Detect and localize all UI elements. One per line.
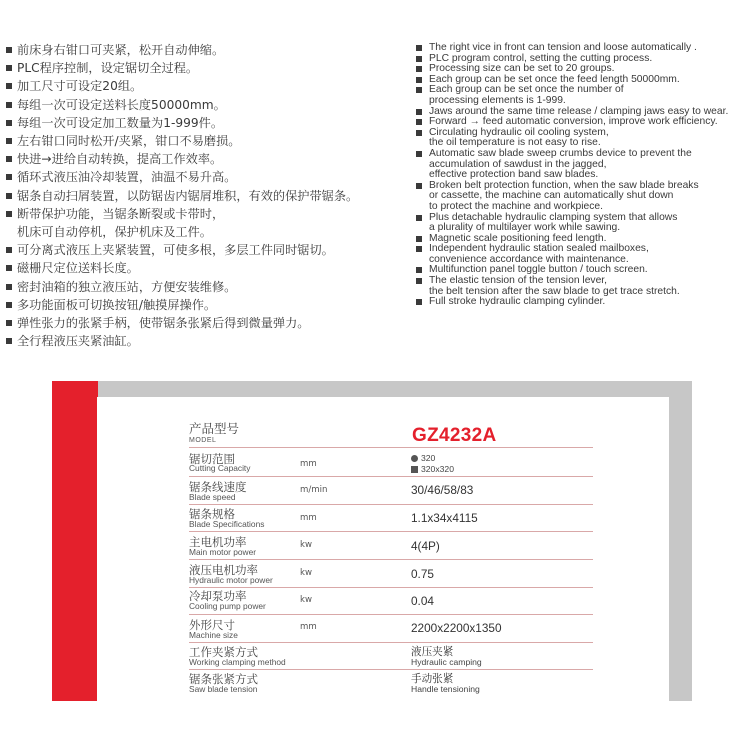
bullet-square-icon — [416, 109, 422, 115]
feature-en-line: Processing size can be set to 20 groups. — [429, 63, 615, 75]
spec-label-cn: 冷却泵功率 — [189, 589, 247, 603]
spec-row-clamping — [189, 643, 593, 670]
feature-cn-item — [6, 114, 406, 132]
feature-en-line: to protect the machine and workpiece. — [429, 200, 604, 212]
feature-cn-item — [6, 278, 406, 296]
spec-unit: kw — [300, 540, 313, 550]
bullet-square-icon — [416, 236, 422, 242]
feature-cn-text: 断带保护功能，当锯条断裂或卡带时， — [17, 206, 225, 221]
spec-label-en: Cooling pump power — [189, 601, 266, 611]
cutting-round-line — [411, 453, 435, 463]
feature-cn-text: 快进→进给自动转换，提高工作效率。 — [17, 152, 223, 167]
spec-row-tension — [189, 670, 593, 697]
spec-value-en: Handle tensioning — [411, 684, 480, 694]
round-bar-icon — [411, 455, 418, 462]
feature-cn-text: 循环式液压油冷却装置，油温不易升高。 — [17, 170, 237, 185]
spec-label-en: Machine size — [189, 630, 238, 640]
bullet-square-icon — [6, 47, 12, 53]
feature-en-line: or cassette, the machine can automatically shut down — [429, 190, 674, 202]
cutting-square-value: 320x320 — [421, 464, 454, 474]
spec-label-en: MODEL — [189, 437, 217, 444]
spec-unit: mm — [300, 513, 317, 523]
bullet-square-icon — [416, 267, 422, 273]
spec-label-en: Cutting Capacity — [189, 463, 251, 473]
feature-cn-item — [6, 150, 406, 168]
feature-cn-text: 弹性张力的张紧手柄，使带锯条张紧后得到微量弹力。 — [17, 316, 310, 331]
spec-label-en: Hydraulic motor power — [189, 575, 273, 585]
feature-en-line: The elastic tension of the tension lever, — [429, 275, 608, 287]
feature-cn-item — [6, 96, 406, 114]
feature-en-line: the belt tension after the saw blade to get trace stretch. — [429, 285, 680, 297]
spec-label-cn: 锯条规格 — [189, 507, 235, 521]
feature-cn-item — [6, 241, 406, 259]
spec-label-en: Blade speed — [189, 492, 236, 502]
feature-en-line: processing elements is 1-999. — [429, 94, 566, 106]
bullet-square-icon — [6, 174, 12, 180]
feature-cn-item — [6, 77, 406, 95]
model-value: GZ4232A — [412, 425, 497, 446]
spec-value-cn: 液压夹紧 — [411, 646, 454, 658]
feature-en-line: Magnetic scale positioning feed length. — [429, 232, 607, 244]
feature-en-item — [416, 276, 746, 297]
feature-en-line: Plus detachable hydraulic clamping system that allows — [429, 211, 678, 223]
feature-cn-text: 左右钳口同时松开/夹紧，钳口不易磨损。 — [17, 134, 241, 149]
feature-en-item — [416, 43, 746, 54]
spec-value-cn: 手动张紧 — [411, 673, 454, 685]
spec-row-cooling-pump — [189, 588, 593, 615]
feature-en-line: accumulation of sawdust in the jagged, — [429, 158, 607, 170]
spec-label-cn: 主电机功率 — [189, 535, 247, 549]
bullet-square-icon — [6, 65, 12, 71]
feature-cn-text: 前床身右钳口可夹紧，松开自动伸缩。 — [17, 43, 225, 57]
spec-value: 4(4P) — [411, 539, 440, 553]
feature-en-line: Each group can be set once the number of — [429, 84, 624, 96]
spec-unit: m/min — [300, 485, 328, 495]
bullet-square-icon — [6, 120, 12, 126]
feature-cn-text: 密封油箱的独立液压站，方便安装维修。 — [17, 279, 237, 294]
feature-en-item — [416, 181, 746, 213]
feature-en-line: Circulating hydraulic oil cooling system, — [429, 126, 609, 138]
feature-en-item — [416, 85, 746, 106]
feature-cn-item — [6, 187, 406, 205]
bullet-square-icon — [6, 211, 12, 217]
bullet-square-icon — [6, 156, 12, 162]
spec-label-cn: 产品型号 — [189, 421, 240, 436]
feature-cn-text-continued: 机床可自动停机，保护机床及工件。 — [17, 225, 212, 240]
spec-row-blade-spec — [189, 505, 593, 532]
feature-cn-item — [6, 296, 406, 314]
bullet-square-icon — [416, 215, 422, 221]
spec-label-en: Saw blade tension — [189, 684, 258, 694]
spec-value: 30/46/58/83 — [411, 483, 474, 497]
spec-value-en: Hydraulic camping — [411, 657, 482, 667]
feature-en-item — [416, 128, 746, 149]
feature-cn-text: 每组一次可设定送料长度50000mm。 — [17, 97, 226, 112]
spec-row-machine-size — [189, 616, 593, 643]
spec-unit: mm — [300, 459, 317, 469]
feature-en-line: Broken belt protection function, when the saw blade breaks — [429, 179, 699, 191]
feature-en-item — [416, 213, 746, 234]
feature-cn-text: 磁栅尺定位送料长度。 — [17, 261, 139, 276]
feature-en-line: Each group can be set once the feed length 50000mm. — [429, 73, 680, 85]
spec-label-en: Main motor power — [189, 547, 257, 557]
feature-en-line: effective protection band saw blades. — [429, 169, 599, 181]
spec-label-en: Blade Specifications — [189, 519, 265, 529]
bullet-square-icon — [416, 130, 422, 136]
bullet-square-icon — [416, 246, 422, 252]
spec-label-cn: 液压电机功率 — [189, 563, 258, 577]
feature-cn-item — [6, 259, 406, 277]
feature-cn-text: 每组一次可设定加工数量为1-999件。 — [17, 115, 224, 130]
cutting-round-value: 320 — [421, 453, 436, 463]
feature-en-line: Multifunction panel toggle button / touch screen. — [429, 264, 648, 276]
feature-en-item — [416, 149, 746, 181]
bullet-square-icon — [6, 102, 12, 108]
feature-en-line: a plurality of multilayer work while sawing. — [429, 222, 621, 234]
bullet-square-icon — [6, 265, 12, 271]
spec-panel-red-bar — [52, 381, 98, 701]
bullet-square-icon — [416, 278, 422, 284]
bullet-square-icon — [6, 138, 12, 144]
spec-unit: kw — [300, 568, 313, 578]
spec-row-model — [189, 418, 593, 448]
feature-list-en — [416, 43, 746, 308]
feature-cn-text: 可分离式液压上夹紧装置，可使多根，多层工件同时锯切。 — [17, 243, 334, 258]
bullet-square-icon — [416, 119, 422, 125]
spec-label-cn: 锯条线速度 — [189, 480, 247, 494]
feature-cn-item — [6, 332, 406, 350]
bullet-square-icon — [6, 83, 12, 89]
feature-en-line: The right vice in front can tension and loose automatically . — [429, 42, 697, 53]
bullet-square-icon — [416, 183, 422, 189]
feature-cn-text: PLC程序控制，设定锯切全过程。 — [17, 61, 199, 76]
bullet-square-icon — [6, 284, 12, 290]
bullet-square-icon — [6, 302, 12, 308]
spec-label-cn: 锯条张紧方式 — [189, 672, 258, 686]
feature-cn-item — [6, 205, 406, 241]
bullet-square-icon — [416, 87, 422, 93]
bullet-square-icon — [416, 299, 422, 305]
bullet-square-icon — [6, 247, 12, 253]
bullet-square-icon — [416, 66, 422, 72]
feature-en-line: Independent hydraulic station sealed mailboxes, — [429, 243, 649, 255]
feature-cn-text: 锯条自动扫屑装置，以防锯齿内锯屑堆积，有效的保护带锯条。 — [17, 188, 359, 203]
bullet-square-icon — [6, 320, 12, 326]
feature-en-line: Full stroke hydraulic clamping cylinder. — [429, 296, 606, 308]
feature-list-cn — [6, 41, 406, 350]
feature-cn-text: 多功能面板可切换按钮/触摸屏操作。 — [17, 297, 217, 312]
spec-value: 1.1x34x4115 — [411, 511, 478, 525]
bullet-square-icon — [416, 45, 422, 51]
bullet-square-icon — [416, 151, 422, 157]
spec-row-blade-speed — [189, 478, 593, 505]
cutting-square-line — [411, 464, 454, 474]
feature-cn-item — [6, 41, 406, 59]
spec-unit: mm — [300, 622, 317, 632]
spec-label-en: Working clamping method — [189, 657, 286, 667]
spec-row-cutting-capacity — [189, 450, 593, 477]
feature-cn-item — [6, 132, 406, 150]
spec-label-cn: 锯切范围 — [189, 452, 235, 466]
bullet-square-icon — [6, 338, 12, 344]
spec-unit: kw — [300, 595, 313, 605]
feature-en-item — [416, 244, 746, 265]
feature-cn-text: 全行程液压夹紧油缸。 — [17, 334, 139, 349]
feature-en-line: Forward → feed automatic conversion, improve work efficiency. — [429, 116, 718, 128]
spec-label-cn: 外形尺寸 — [189, 618, 235, 632]
feature-en-line: the oil temperature is not easy to rise. — [429, 137, 601, 149]
feature-en-line: Jaws around the same time release / clamping jaws easy to wear. — [429, 105, 729, 117]
bullet-square-icon — [416, 56, 422, 62]
spec-value: 2200x2200x1350 — [411, 621, 502, 635]
spec-row-hydraulic-motor — [189, 561, 593, 588]
spec-label-cn: 工作夹紧方式 — [189, 645, 258, 659]
bullet-square-icon — [6, 193, 12, 199]
feature-en-line: PLC program control, setting the cutting process. — [429, 52, 653, 64]
feature-cn-item — [6, 168, 406, 186]
feature-en-item — [416, 297, 746, 308]
feature-en-line: convenience accordance with maintenance. — [429, 253, 629, 265]
spec-row-main-motor — [189, 533, 593, 560]
bullet-square-icon — [416, 77, 422, 83]
feature-en-line: Automatic saw blade sweep crumbs device to prevent the — [429, 147, 692, 159]
spec-value: 0.75 — [411, 567, 434, 581]
square-bar-icon — [411, 466, 418, 473]
feature-cn-item — [6, 314, 406, 332]
feature-cn-item — [6, 59, 406, 77]
spec-value: 0.04 — [411, 594, 434, 608]
feature-cn-text: 加工尺寸可设定20组。 — [17, 79, 143, 94]
